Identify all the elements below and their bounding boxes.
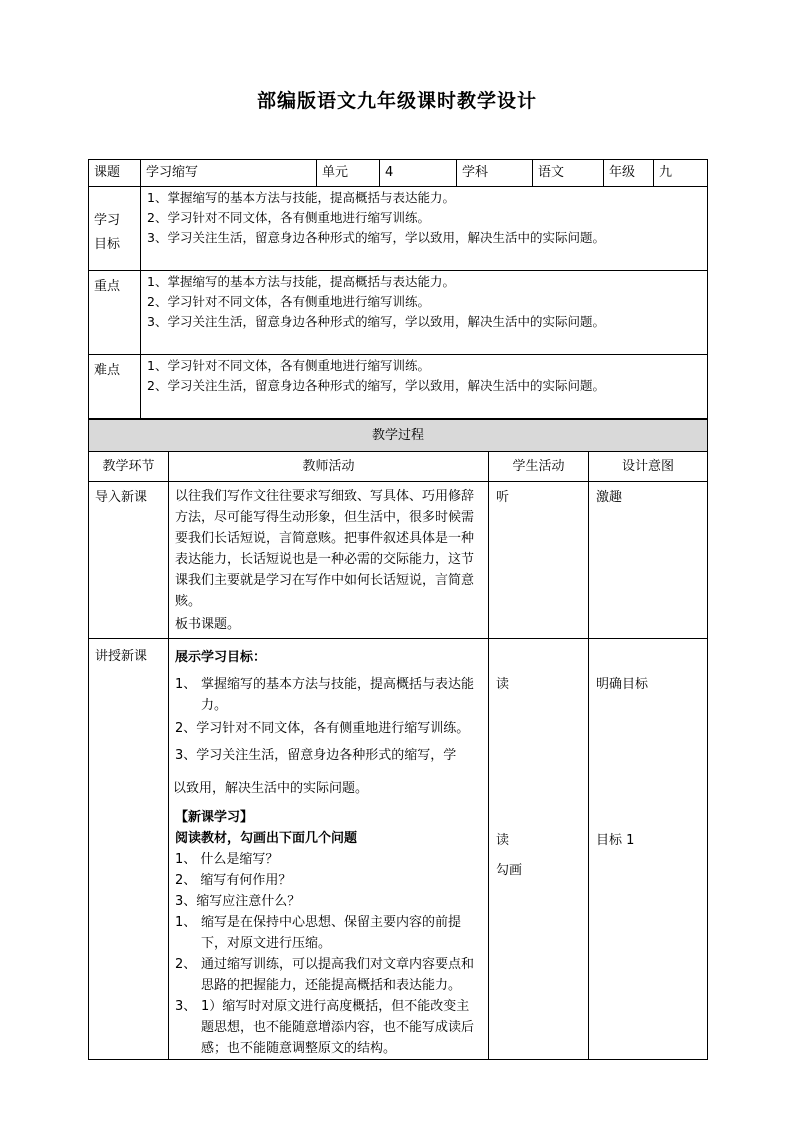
difficulty-line: 2、学习关注生活，留意身边各种形式的缩写，学以致用，解决生活中的实际问题。 bbox=[147, 378, 605, 393]
info-table bbox=[88, 159, 708, 419]
lecture-goal-2: 2、学习针对不同文体，各有侧重地进行缩写训练。 bbox=[175, 721, 470, 736]
question-2: 2、 缩写有何作用？ bbox=[175, 873, 292, 888]
info-row bbox=[89, 160, 708, 187]
lecture-intent-2: 目标 1 bbox=[596, 833, 635, 848]
difficulties-content bbox=[141, 355, 708, 419]
lecture-goal-1 bbox=[175, 674, 482, 716]
goals-label-line-2: 目标 bbox=[94, 237, 121, 252]
lecture-student bbox=[489, 639, 589, 1060]
lecture-goal-1-num: 1、 bbox=[175, 677, 197, 692]
intro-stage: 导入新课 bbox=[89, 482, 169, 639]
lecture-goal-3b: 以致用，解决生活中的实际问题。 bbox=[173, 781, 369, 796]
lecture-goal-3a: 3、学习关注生活，留意身边各种形式的缩写，学 bbox=[175, 748, 457, 763]
intro-teacher bbox=[169, 482, 489, 639]
answer-1-num: 1、 bbox=[175, 915, 197, 930]
header-stage: 教学环节 bbox=[89, 452, 169, 482]
lecture-student-read-2: 读 bbox=[496, 833, 510, 848]
header-student: 学生活动 bbox=[489, 452, 589, 482]
goals-label bbox=[89, 187, 141, 271]
topic-label: 课题 bbox=[89, 160, 141, 187]
subject-label: 学科 bbox=[457, 160, 533, 187]
goals-label-line-1: 学习 bbox=[94, 213, 121, 228]
answer-2 bbox=[175, 954, 482, 996]
lecture-goal-1-text: 掌握缩写的基本方法与技能，提高概括与表达能力。 bbox=[201, 677, 475, 713]
header-intent: 设计意图 bbox=[589, 452, 708, 482]
question-1: 1、 什么是缩写？ bbox=[175, 852, 279, 867]
subject-value: 语文 bbox=[533, 160, 604, 187]
lecture-student-mark: 勾画 bbox=[496, 863, 523, 878]
answer-1 bbox=[175, 912, 482, 954]
intro-board-note: 板书课题。 bbox=[175, 617, 241, 632]
goal-line: 3、学习关注生活，留意身边各种形式的缩写，学以致用，解决生活中的实际问题。 bbox=[147, 230, 605, 245]
answer-1-text: 缩写是在保持中心思想、保留主要内容的前提下，对原文进行压缩。 bbox=[201, 915, 462, 951]
process-table bbox=[88, 419, 708, 1060]
page-title: 部编版语文九年级课时教学设计 bbox=[256, 90, 537, 112]
new-lesson-heading: 【新课学习】 bbox=[175, 810, 254, 825]
key-points-label: 重点 bbox=[89, 271, 141, 355]
intro-student-text: 听 bbox=[496, 490, 510, 505]
answer-2-text: 通过缩写训练，可以提高我们对文章内容要点和思路的把握能力，还能提高概括和表达能力。 bbox=[201, 957, 475, 993]
key-point-line: 2、学习针对不同文体，各有侧重地进行缩写训练。 bbox=[147, 294, 430, 309]
goal-line: 1、掌握缩写的基本方法与技能，提高概括与表达能力。 bbox=[147, 190, 455, 205]
lecture-student-read-1: 读 bbox=[496, 677, 510, 692]
process-header-row bbox=[89, 452, 708, 482]
lecture-row bbox=[89, 639, 708, 1060]
intro-intent bbox=[589, 482, 708, 639]
grade-value: 九 bbox=[654, 160, 708, 187]
intro-student bbox=[489, 482, 589, 639]
key-points-content bbox=[141, 271, 708, 355]
key-points-row bbox=[89, 271, 708, 355]
show-goals-heading: 展示学习目标： bbox=[175, 650, 267, 665]
process-band-row bbox=[89, 420, 708, 452]
intro-row bbox=[89, 482, 708, 639]
key-point-line: 1、掌握缩写的基本方法与技能，提高概括与表达能力。 bbox=[147, 274, 455, 289]
lecture-intent bbox=[589, 639, 708, 1060]
difficulty-line: 1、学习针对不同文体，各有侧重地进行缩写训练。 bbox=[147, 358, 430, 373]
read-task: 阅读教材，勾画出下面几个问题 bbox=[175, 831, 358, 846]
intro-intent-text: 激趣 bbox=[596, 490, 623, 505]
unit-value: 4 bbox=[380, 160, 457, 187]
lecture-teacher bbox=[169, 639, 489, 1060]
goals-row bbox=[89, 187, 708, 271]
difficulties-row bbox=[89, 355, 708, 419]
goal-line: 2、学习针对不同文体，各有侧重地进行缩写训练。 bbox=[147, 210, 430, 225]
grade-label: 年级 bbox=[604, 160, 654, 187]
goals-content bbox=[141, 187, 708, 271]
question-3: 3、缩写应注意什么？ bbox=[175, 894, 301, 909]
answer-2-num: 2、 bbox=[175, 957, 197, 972]
header-teacher: 教师活动 bbox=[169, 452, 489, 482]
process-band: 教学过程 bbox=[89, 420, 708, 452]
topic-value: 学习缩写 bbox=[141, 160, 317, 187]
answer-3-num: 3、 bbox=[175, 999, 197, 1014]
intro-paragraph: 以往我们写作文往往要求写细致、写具体、巧用修辞方法，尽可能写得生动形象，但生活中，很多时候需要我们长话短说，言简意赅。把事件叙述具体是一种表达能力，长话短说也是一种必需的交际能力，这节课我们主要就是学习在写作中如何长话短说，言简意赅。 bbox=[175, 489, 475, 609]
unit-label: 单元 bbox=[317, 160, 380, 187]
lecture-intent-1: 明确目标 bbox=[596, 677, 649, 692]
difficulties-label: 难点 bbox=[89, 355, 141, 419]
answer-3 bbox=[175, 996, 482, 1059]
answer-3-text: 1）缩写时对原文进行高度概括，但不能改变主题思想，也不能随意增添内容，也不能写成读后感；也不能随意调整原文的结构。 bbox=[201, 999, 475, 1056]
lecture-stage: 讲授新课 bbox=[89, 639, 169, 1060]
key-point-line: 3、学习关注生活，留意身边各种形式的缩写，学以致用，解决生活中的实际问题。 bbox=[147, 314, 605, 329]
